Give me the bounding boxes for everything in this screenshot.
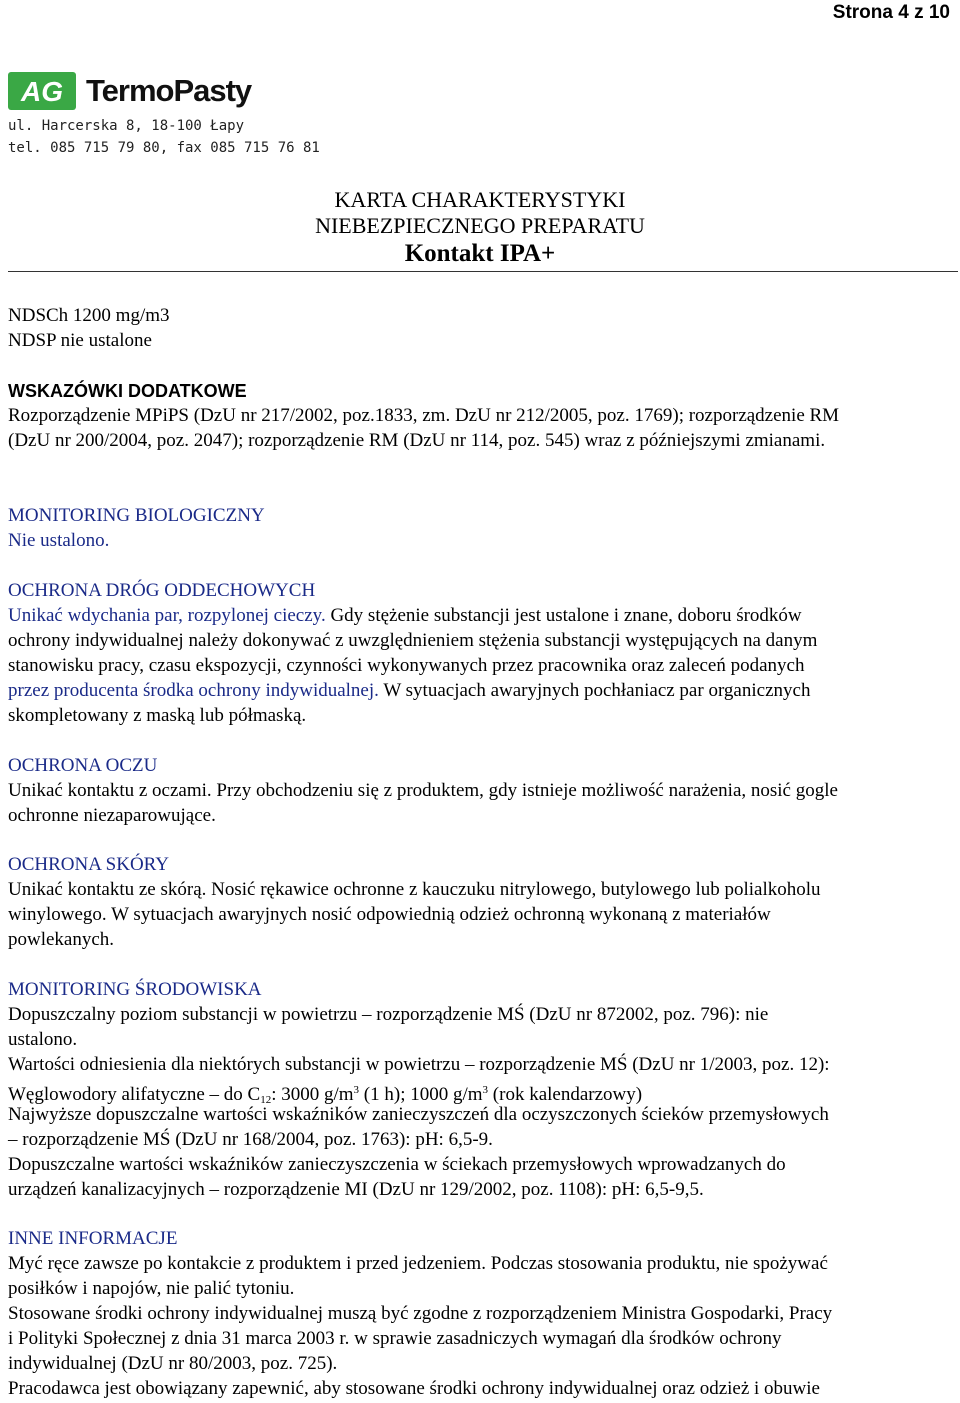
paragraph-line: stanowisku pracy, czasu ekspozycji, czynności wykonywanych przez pracownika oraz zaleceń podanych xyxy=(8,655,805,676)
paragraph-line: ochrony indywidualnej należy dokonywać z uwzględnieniem stężenia substancji występujących na danym xyxy=(8,630,818,651)
ndsch-value: NDSCh 1200 mg/m3 xyxy=(8,305,170,326)
paragraph-line: Dopuszczalne wartości wskaźników zanieczyszczenia w ściekach przemysłowych wprowadzanych do xyxy=(8,1154,786,1175)
superscript: 3 xyxy=(482,1084,489,1096)
paragraph-line: Najwyższe dopuszczalne wartości wskaźników zanieczyszczeń dla oczyszczonych ścieków przemysłowych xyxy=(8,1104,829,1125)
text-run: (rok kalendarzowy) xyxy=(488,1084,643,1105)
text-run: (1 h); 1000 g/m xyxy=(359,1084,483,1105)
section-heading-drogi-oddechowe: OCHRONA DRÓG ODDECHOWYCH xyxy=(8,580,316,601)
document-title xyxy=(0,187,960,269)
paragraph-line xyxy=(8,605,802,627)
company-contact: tel. 085 715 79 80, fax 085 715 76 81 xyxy=(8,140,320,156)
page-number: Strona 4 z 10 xyxy=(832,2,950,23)
paragraph-line: ustalono. xyxy=(8,1029,78,1050)
title-line-1: KARTA CHARAKTERYSTYKI xyxy=(334,187,626,212)
text-run: Węglowodory alifatyczne – do C xyxy=(8,1084,261,1105)
section-heading-oczy: OCHRONA OCZU xyxy=(8,755,158,776)
paragraph-line: posiłków i napojów, nie palić tytoniu. xyxy=(8,1278,295,1299)
paragraph-line: Unikać kontaktu ze skórą. Nosić rękawice ochronne z kauczuku nitrylowego, butylowego lub polialkoholu xyxy=(8,879,821,900)
logo-mark-text: AG xyxy=(21,76,63,107)
paragraph-line: skompletowany z maską lub półmaską. xyxy=(8,705,307,726)
text-run: W sytuacjach awaryjnych pochłaniacz par organicznych xyxy=(378,680,811,701)
ndsp-value: NDSP nie ustalone xyxy=(8,330,152,351)
text-run: : 3000 g/m xyxy=(271,1084,354,1105)
section-heading-srodowisko: MONITORING ŚRODOWISKA xyxy=(8,979,262,1000)
paragraph-line: Myć ręce zawsze po kontakcie z produktem i przed jedzeniem. Podczas stosowania produktu, nie spożywać xyxy=(8,1253,828,1274)
paragraph-line: (DzU nr 200/2004, poz. 2047); rozporządzenie RM (DzU nr 114, poz. 545) wraz z późniejszymi zmianami. xyxy=(8,430,826,451)
text-run: przez producenta środka ochrony indywidualnej. xyxy=(8,680,379,701)
paragraph-line: indywidualnej (DzU nr 80/2003, poz. 725). xyxy=(8,1353,338,1374)
paragraph-line: Unikać kontaktu z oczami. Przy obchodzeniu się z produktem, gdy istnieje możliwość narażenia, nosić gogle xyxy=(8,780,838,801)
subscript: 12 xyxy=(260,1094,272,1106)
paragraph-line: winylowego. W sytuacjach awaryjnych nosić odpowiednią odzież ochronną wykonaną z materiałów xyxy=(8,904,771,925)
company-address: ul. Harcerska 8, 18-100 Łapy xyxy=(8,118,245,134)
logo-wordmark: TermoPasty xyxy=(86,73,252,108)
paragraph-line: ochronne niezaparowujące. xyxy=(8,805,216,826)
paragraph-line: Nie ustalono. xyxy=(8,530,110,551)
logo-mark-icon xyxy=(8,72,76,110)
section-heading-monitoring-bio: MONITORING BIOLOGICZNY xyxy=(8,505,265,526)
paragraph-line: powlekanych. xyxy=(8,929,115,950)
paragraph-line: Dopuszczalny poziom substancji w powietrzu – rozporządzenie MŚ (DzU nr 872002, poz. 796): nie xyxy=(8,1004,769,1025)
paragraph-line: Stosowane środki ochrony indywidualnej muszą być zgodne z rozporządzeniem Ministra Gospodarki, Pracy xyxy=(8,1303,833,1324)
paragraph-line: urządzeń kanalizacyjnych – rozporządzenie MI (DzU nr 129/2002, poz. 1108): pH: 6,5-9,5. xyxy=(8,1179,704,1200)
header-divider xyxy=(8,271,958,272)
section-heading-inne: INNE INFORMACJE xyxy=(8,1228,178,1249)
paragraph-line xyxy=(8,680,810,702)
paragraph-line: Rozporządzenie MPiPS (DzU nr 217/2002, poz.1833, zm. DzU nr 212/2005, poz. 1769); rozporządzenie RM xyxy=(8,405,840,426)
product-name: Kontakt IPA+ xyxy=(404,240,556,267)
company-logo xyxy=(8,72,251,110)
paragraph-line: Wartości odniesienia dla niektórych substancji w powietrzu – rozporządzenie MŚ (DzU nr 1/2003, poz. 12): xyxy=(8,1054,830,1075)
title-line-2: NIEBEZPIECZNEGO PREPARATU xyxy=(315,213,645,238)
superscript: 3 xyxy=(353,1084,360,1096)
text-run: Unikać wdychania par, rozpylonej cieczy. xyxy=(8,605,326,626)
paragraph-line: i Polityki Społecznej z dnia 31 marca 2003 r. w sprawie zasadniczych wymagań dla środków ochrony xyxy=(8,1328,782,1349)
section-heading-wskazowki: WSKAZÓWKI DODATKOWE xyxy=(8,381,247,401)
paragraph-line: – rozporządzenie MŚ (DzU nr 168/2004, poz. 1763): pH: 6,5-9. xyxy=(8,1129,493,1150)
paragraph-line: Pracodawca jest obowiązany zapewnić, aby stosowane środki ochrony indywidualnej oraz odzież i obuwie xyxy=(8,1378,820,1399)
section-heading-skora: OCHRONA SKÓRY xyxy=(8,854,170,875)
text-run: Gdy stężenie substancji jest ustalone i znane, doboru środków xyxy=(325,605,802,626)
